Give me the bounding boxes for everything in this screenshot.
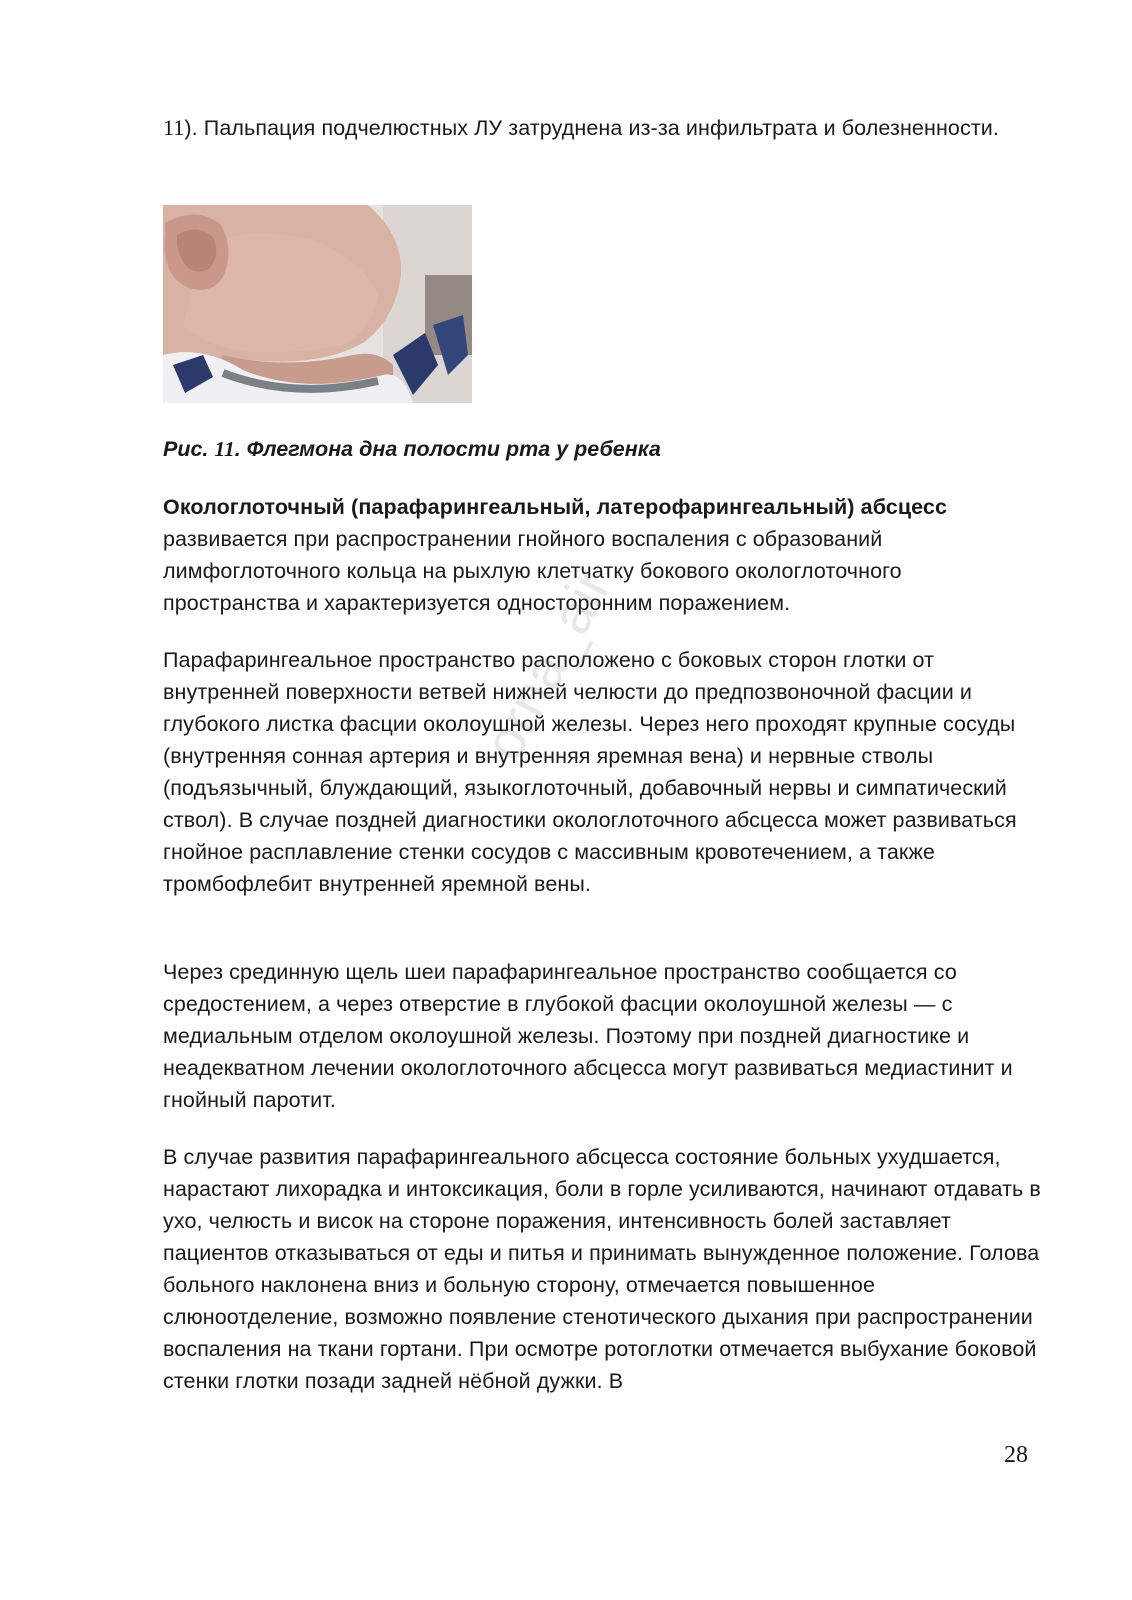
paragraph-text: Парафарингеальное пространство расположено с боковых сторон глотки от внутренней поверхности ветвей нижней челюсти до предпозвоночной фасции и глубокого листка фасции околоушной железы. Через него проходят крупные сосуды (внутренняя сонная артерия и внутренняя яремная вена) и нервные стволы (подъязычный, блуждающий, языкоглоточный, добавочный нервы и симпатический ствол). В случае поздней диагностики окологлоточного абсцесса может развиваться гнойное расплавление стенки сосудов с массивным кровотечением, а также тромбофлебит внутренней яремной вены. [163,648,1017,896]
intro-paragraph [163,112,1043,144]
paragraph-text: развивается при распространении гнойного воспаления с образований лимфоглоточного кольца на рыхлую клетчатку бокового окологлоточного пространства и характеризуется односторонним поражением. [163,527,902,615]
caption-text: . Флегмона дна полости рта у ребенка [234,437,661,461]
paragraph-parapharyngeal-abscess [163,491,1043,619]
paragraph-anatomy [163,644,1043,900]
watermark: orna_air [470,559,623,771]
figure-photo [163,205,472,403]
paragraph-communication [163,956,1043,1116]
paragraph-symptoms [163,1141,1043,1397]
child-neck-photo [163,205,472,403]
paragraph-text: В случае развития парафарингеального абсцесса состояние больных ухудшается, нарастают лихорадка и интоксикация, боли в горле усиливаются, начинают отдавать в ухо, челюсть и висок на стороне поражения, интенсивность болей заставляет пациентов отказываться от еды и питья и принимать вынужденное положение. Голова больного наклонена вниз и больную сторону, отмечается повышенное слюноотделение, возможно появление стенотического дыхания при распространении воспаления на ткани гортани. При осмотре ротоглотки отмечается выбухание боковой стенки глотки позади задней нёбной дужки. В [163,1145,1041,1393]
figure-reference-number: 11 [163,115,185,140]
caption-figure-number: 11 [214,437,235,461]
figure-caption [163,434,661,464]
intro-text: ). Пальпация подчелюстных ЛУ затруднена из-за инфильтрата и болезненности. [184,116,999,140]
paragraph-text: Через срединную щель шеи парафарингеальное пространство сообщается со средостением, а через отверстие в глубокой фасции околоушной железы — с медиальным отделом околоушной железы. Поэтому при поздней диагностике и неадекватном лечении окологлоточного абсцесса могут развиваться медиастинит и гнойный паротит. [163,960,1013,1112]
paragraph-lead-term: Окологлоточный (парафарингеальный, латерофарингеальный) абсцесс [163,495,948,519]
caption-prefix: Рис. [163,437,215,461]
page-number: 28 [1004,1442,1028,1468]
